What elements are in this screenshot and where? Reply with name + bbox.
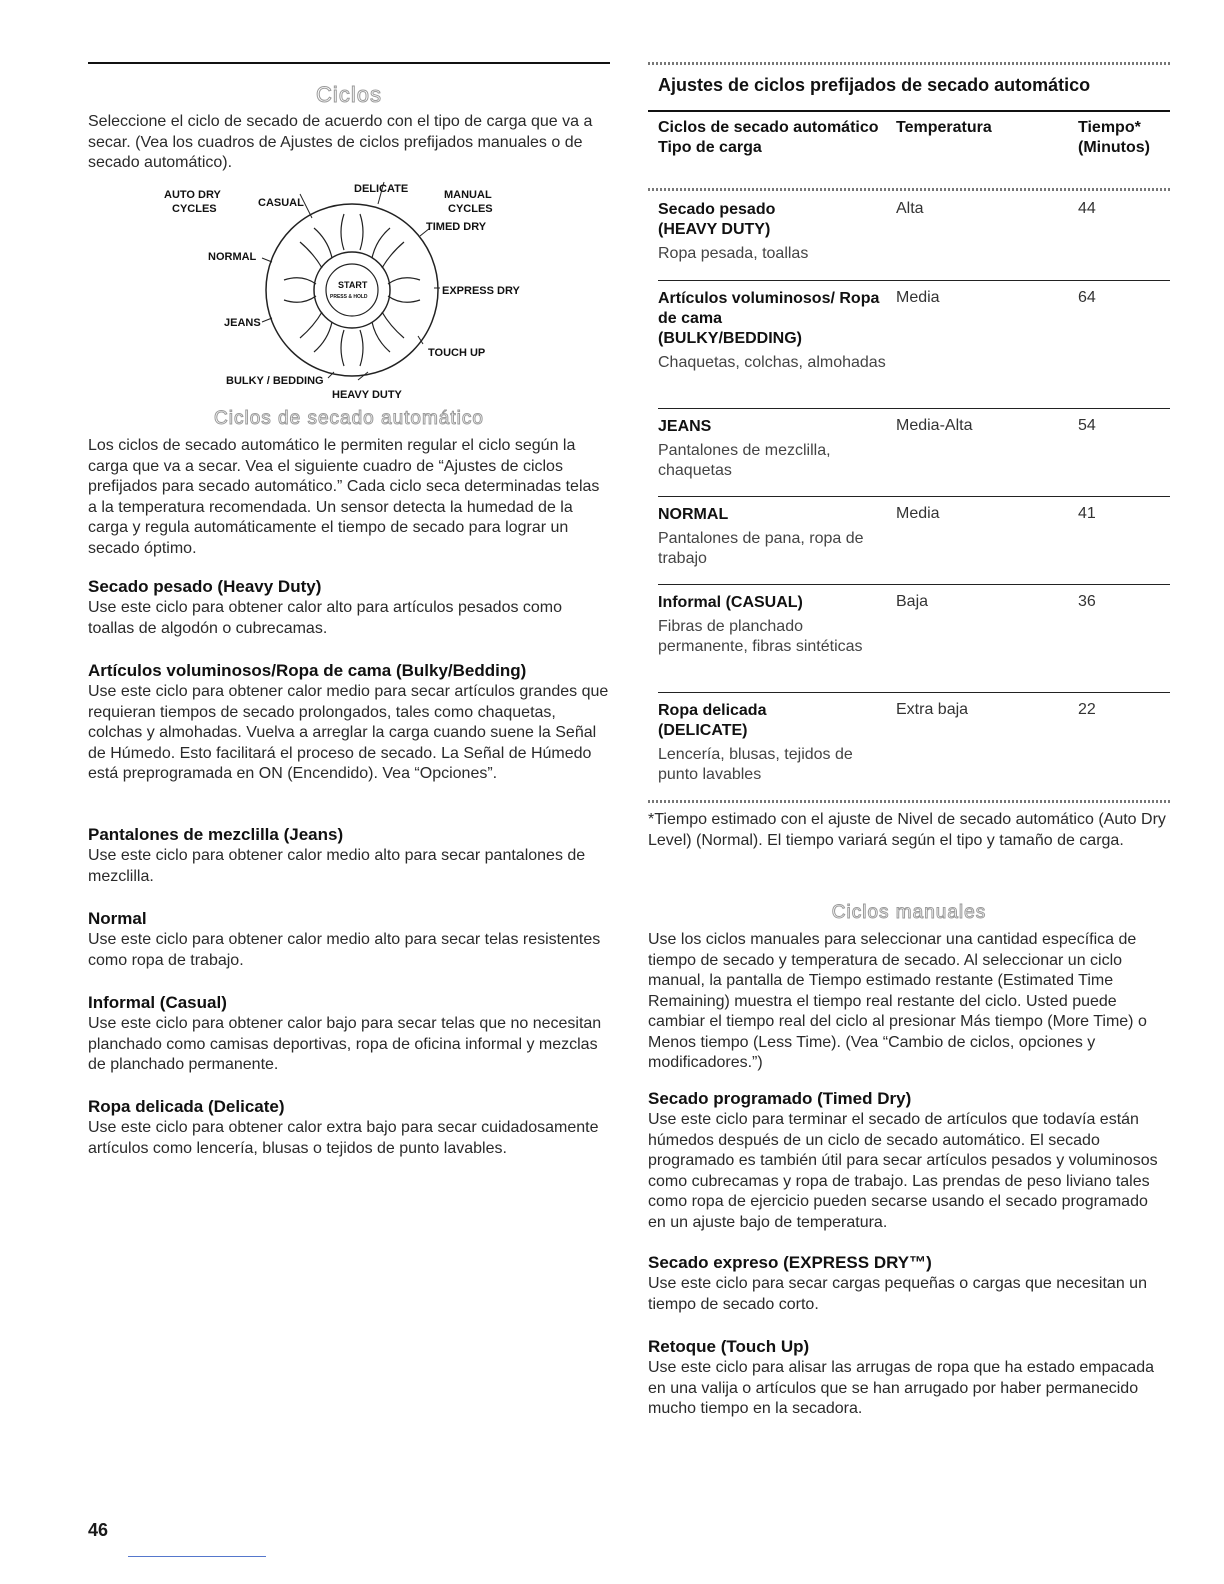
time-cell: 36 — [1078, 593, 1096, 610]
section-timed-dry — [648, 1088, 1170, 1233]
section-normal — [88, 908, 610, 971]
cycle-cell — [658, 417, 888, 481]
load-type: Lencería, blusas, tejidos de punto lavables — [658, 746, 853, 783]
temperature-cell: Media — [896, 505, 940, 522]
table-footnote: *Tiempo estimado con el ajuste de Nivel de secado automático (Auto Dry Level) (Normal). El tiempo variará según el tipo y tamaño de carga. — [648, 811, 1166, 849]
section-body: Use este ciclo para obtener calor medio alto para secar pantalones de mezclilla. — [88, 847, 586, 885]
cycle-cell — [658, 289, 888, 373]
load-type: Pantalones de pana, ropa de trabajo — [658, 530, 864, 567]
section-heading: Informal (Casual) — [88, 993, 227, 1012]
label-heavy-duty: HEAVY DUTY — [332, 389, 402, 401]
section-bulky-bedding — [88, 660, 610, 785]
label-auto-dry: AUTO DRY — [164, 189, 221, 201]
dial-segments — [284, 214, 420, 366]
section-touch-up — [648, 1336, 1170, 1420]
header-load-label: Tipo de carga — [658, 139, 762, 156]
section-body: Use este ciclo para obtener calor medio alto para secar telas resistentes como ropa de trabajo. — [88, 931, 601, 969]
cycles-intro: Seleccione el ciclo de secado de acuerdo con el tipo de carga que va a secar. (Vea los cuadros de Ajustes de ciclos prefijados manuales o de secado automático). — [88, 113, 593, 171]
time-cell: 44 — [1078, 200, 1096, 217]
start-button — [326, 264, 378, 316]
time-cell: 41 — [1078, 505, 1096, 522]
load-type: Fibras de planchado permanente, fibras sintéticas — [658, 618, 863, 655]
cycle-code: (BULKY/BEDDING) — [658, 330, 802, 347]
table-header-row — [658, 118, 1170, 182]
section-casual — [88, 992, 610, 1076]
label-express-dry: EXPRESS DRY — [442, 285, 520, 297]
temperature-cell: Alta — [896, 200, 924, 217]
header-hatch — [648, 188, 1170, 191]
label-delicate: DELICATE — [354, 183, 409, 195]
cycle-cell — [658, 593, 888, 657]
section-heading: Artículos voluminosos/Ropa de cama (Bulky/Bedding) — [88, 661, 527, 680]
cycle-name: Ropa delicada — [658, 702, 767, 719]
cycle-code: (DELICATE) — [658, 722, 748, 739]
manual-intro: Use los ciclos manuales para seleccionar una cantidad específica de tiempo de secado y temperatura de secado. Al seleccionar un ciclo manual, la pantalla de Tiempo estimado restante (Estimated Time Remaining) muestra el tiempo real restante del ciclo. Usted puede cambiar el tiempo real del ciclo al presionar Más tiempo (More Time) o Menos tiempo (Less Time). (Vea “Cambio de ciclos, opciones y modificadores.”) — [648, 931, 1147, 1071]
section-body: Use este ciclo para obtener calor medio para secar artículos grandes que requieran tiempos de secado prolongados, tales como chaquetas, colchas y almohadas. Vuelva a arreglar la carga cuando suene la Señal de Húmedo. Esto facilitará el proceso de secado. La Señal de Húmedo está preprogramada en ON (Encendido). Vea “Opciones”. — [88, 683, 609, 782]
section-heavy-duty — [88, 576, 610, 639]
section-body: Use este ciclo para obtener calor alto para artículos pesados como toallas de algodón o cubrecamas. — [88, 599, 563, 637]
table-row-casual — [658, 584, 1170, 701]
table-row-heavy-duty — [658, 192, 1170, 288]
top-rule — [88, 62, 610, 64]
table-row-bulky-bedding — [658, 280, 1170, 417]
label-bulky-bedding: BULKY / BEDDING — [226, 375, 324, 387]
label-auto-dry-cycles: CYCLES — [172, 203, 217, 215]
label-timed-dry: TIMED DRY — [426, 221, 487, 233]
load-type: Ropa pesada, toallas — [658, 245, 809, 262]
cycle-cell — [658, 505, 888, 569]
cycle-name: Informal (CASUAL) — [658, 594, 803, 611]
header-time — [1078, 118, 1178, 158]
table-row-delicate — [658, 692, 1170, 801]
header-temperature: Temperatura — [896, 119, 992, 136]
auto-dry-intro: Los ciclos de secado automático le permiten regular el ciclo según la carga que va a secar. Vea el siguiente cuadro de “Ajustes de ciclos prefijados para secado automático.” Cada ciclo seca determinadas telas a la temperatura recomendada. Un sensor detecta la humedad de la carga y regula automáticamente el tiempo de secado para lograr un secado óptimo. — [88, 437, 600, 557]
section-jeans — [88, 824, 610, 887]
section-title-cycles: Ciclos — [316, 82, 382, 107]
section-heading: Secado programado (Timed Dry) — [648, 1089, 912, 1108]
label-manual-cycles: CYCLES — [448, 203, 493, 215]
load-type: Pantalones de mezclilla, chaquetas — [658, 442, 831, 479]
table-row-jeans — [658, 408, 1170, 505]
section-heading: Retoque (Touch Up) — [648, 1337, 810, 1356]
table-title: Ajustes de ciclos prefijados de secado automático — [658, 75, 1091, 95]
label-press-hold: PRESS & HOLD — [330, 294, 368, 300]
table-bottom-hatch — [648, 800, 1170, 803]
time-cell: 54 — [1078, 417, 1096, 434]
table-title-rule — [648, 110, 1170, 112]
footer-line — [128, 1556, 266, 1557]
section-body: Use este ciclo para obtener calor extra bajo para secar cuidadosamente artículos como lencería, blusas o tejidos de punto lavables. — [88, 1119, 599, 1157]
dryer-dial-diagram — [158, 176, 558, 406]
section-body: Use este ciclo para alisar las arrugas de ropa que ha estado empacada en una valija o artículos que se han arrugado por haber permanecido mucho tiempo en la secadora. — [648, 1359, 1155, 1417]
section-heading: Secado expreso (EXPRESS DRY™) — [648, 1253, 932, 1272]
cycle-name: Secado pesado — [658, 201, 776, 218]
table-top-hatch — [648, 62, 1170, 65]
label-normal: NORMAL — [208, 251, 257, 263]
section-body: Use este ciclo para obtener calor bajo para secar telas que no necesitan planchado como camisas deportivas, ropa de oficina informal y mezclas de planchado permanente. — [88, 1015, 602, 1073]
temperature-cell: Baja — [896, 593, 929, 610]
label-jeans: JEANS — [224, 317, 261, 329]
cycle-name: Artículos voluminosos/ Ropa de cama — [658, 290, 880, 327]
label-touch-up: TOUCH UP — [428, 347, 486, 359]
dial-outer-ring — [266, 204, 438, 376]
cycle-code: (HEAVY DUTY) — [658, 221, 771, 238]
section-body: Use este ciclo para terminar el secado de artículos que todavía están húmedos después de un ciclo de secado automático. El secado programado es también útil para secar artículos pesados y voluminosos como cubrecamas y ropa de trabajo. Las prendas de peso liviano tales como ropa de ejercicio pueden secarse usando el secado programado en un ajuste bajo de temperatura. — [648, 1111, 1158, 1231]
cycle-cell — [658, 200, 888, 264]
time-cell: 64 — [1078, 289, 1096, 306]
label-casual: CASUAL — [258, 197, 304, 209]
temperature-cell: Extra baja — [896, 701, 969, 718]
header-minutes-label: (Minutos) — [1078, 139, 1150, 156]
label-manual: MANUAL — [444, 189, 492, 201]
section-heading: Pantalones de mezclilla (Jeans) — [88, 825, 344, 844]
section-heading: Secado pesado (Heavy Duty) — [88, 577, 322, 596]
temperature-cell: Media-Alta — [896, 417, 973, 434]
header-time-label: Tiempo* — [1078, 119, 1141, 136]
section-express-dry — [648, 1252, 1170, 1315]
header-cycles-label: Ciclos de secado automático — [658, 119, 879, 136]
section-heading: Ropa delicada (Delicate) — [88, 1097, 285, 1116]
page-number: 46 — [88, 1520, 109, 1540]
table-row-normal — [658, 496, 1170, 593]
section-body: Use este ciclo para secar cargas pequeñas o cargas que necesitan un tiempo de secado corto. — [648, 1275, 1147, 1313]
cycle-name: JEANS — [658, 418, 712, 435]
dial-inner-ring — [314, 252, 390, 328]
section-title-auto-dry: Ciclos de secado automático — [214, 408, 484, 429]
cycle-name: NORMAL — [658, 506, 729, 523]
time-cell: 22 — [1078, 701, 1096, 718]
section-heading: Normal — [88, 909, 147, 928]
cycle-cell — [658, 701, 888, 785]
label-start: START — [338, 280, 368, 290]
load-type: Chaquetas, colchas, almohadas — [658, 354, 886, 371]
section-title-manual: Ciclos manuales — [831, 902, 987, 923]
header-cycles — [658, 118, 888, 158]
section-delicate — [88, 1096, 610, 1159]
temperature-cell: Media — [896, 289, 940, 306]
